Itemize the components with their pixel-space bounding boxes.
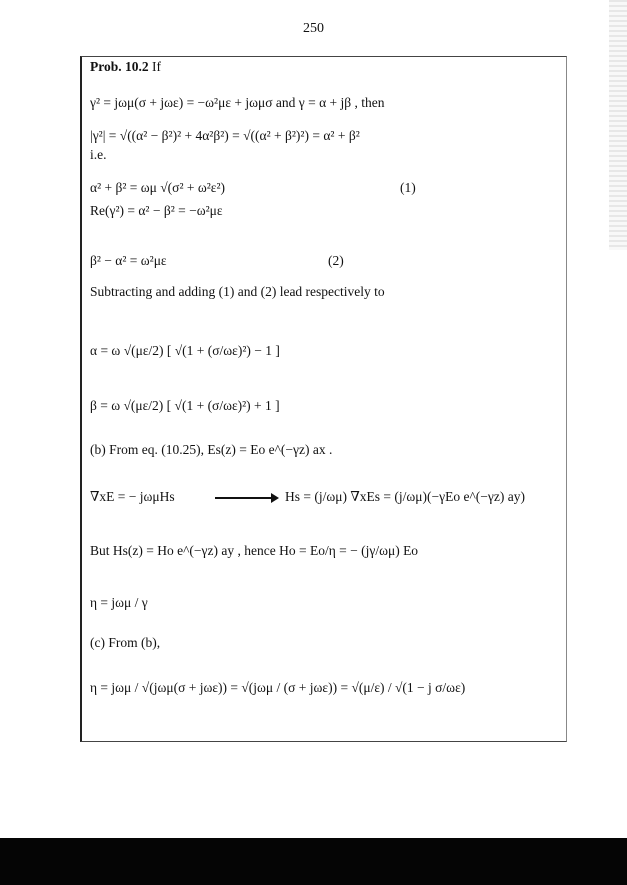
equation-eta: η = jωμ / γ (90, 595, 148, 610)
equation-difference: β² − α² = ω²με (90, 253, 167, 268)
equation-real-part: Re(γ²) = α² − β² = −ω²με (90, 203, 223, 218)
equation-gamma-squared: γ² = jωμ(σ + jωε) = −ω²με + jωμσ and γ = α + jβ , then (90, 95, 385, 110)
equation-beta: β = ω √(με/2) [ √(1 + (σ/ωε)²) + 1 ] (90, 398, 280, 413)
equation-gamma-magnitude: |γ²| = √((α² − β²)² + 4α²β²) = √((α² + β²)²) = α² + β² (90, 128, 360, 143)
equation-alpha: α = ω √(με/2) [ √(1 + (σ/ωε)²) − 1 ] (90, 343, 280, 358)
scan-edge-artifact (609, 0, 627, 250)
part-b-heading: (b) From eq. (10.25), Es(z) = Eo e^(−γz) ax . (90, 442, 333, 457)
black-footer-bar (0, 838, 627, 885)
equation-eta-expanded: η = jωμ / √(jωμ(σ + jωε)) = √(jωμ / (σ + jωε)) = √(μ/ε) / √(1 − j σ/ωε) (90, 680, 466, 695)
problem-heading (90, 59, 161, 75)
page-number: 250 (303, 21, 324, 36)
problem-title: Prob. 10.2 (90, 59, 149, 74)
part-c-heading: (c) From (b), (90, 635, 161, 650)
equation-sum-squares: α² + β² = ωμ √(σ² + ω²ε²) (90, 180, 225, 195)
text-ie: i.e. (90, 147, 107, 162)
problem-intro: If (152, 59, 162, 74)
equation-maxwell-curl: ∇xE = − jωμHs (90, 489, 175, 504)
equation-ho: But Hs(z) = Ho e^(−γz) ay , hence Ho = Eo/η = − (jγ/ωμ) Eo (90, 543, 419, 558)
text-subtracting-adding: Subtracting and adding (1) and (2) lead respectively to (90, 284, 385, 299)
equation-label-2: (2) (328, 253, 344, 268)
equation-label-1: (1) (400, 180, 416, 195)
equation-hs: Hs = (j/ωμ) ∇xEs = (j/ωμ)(−γEo e^(−γz) ay) (285, 489, 525, 504)
right-arrow-icon (215, 497, 273, 499)
